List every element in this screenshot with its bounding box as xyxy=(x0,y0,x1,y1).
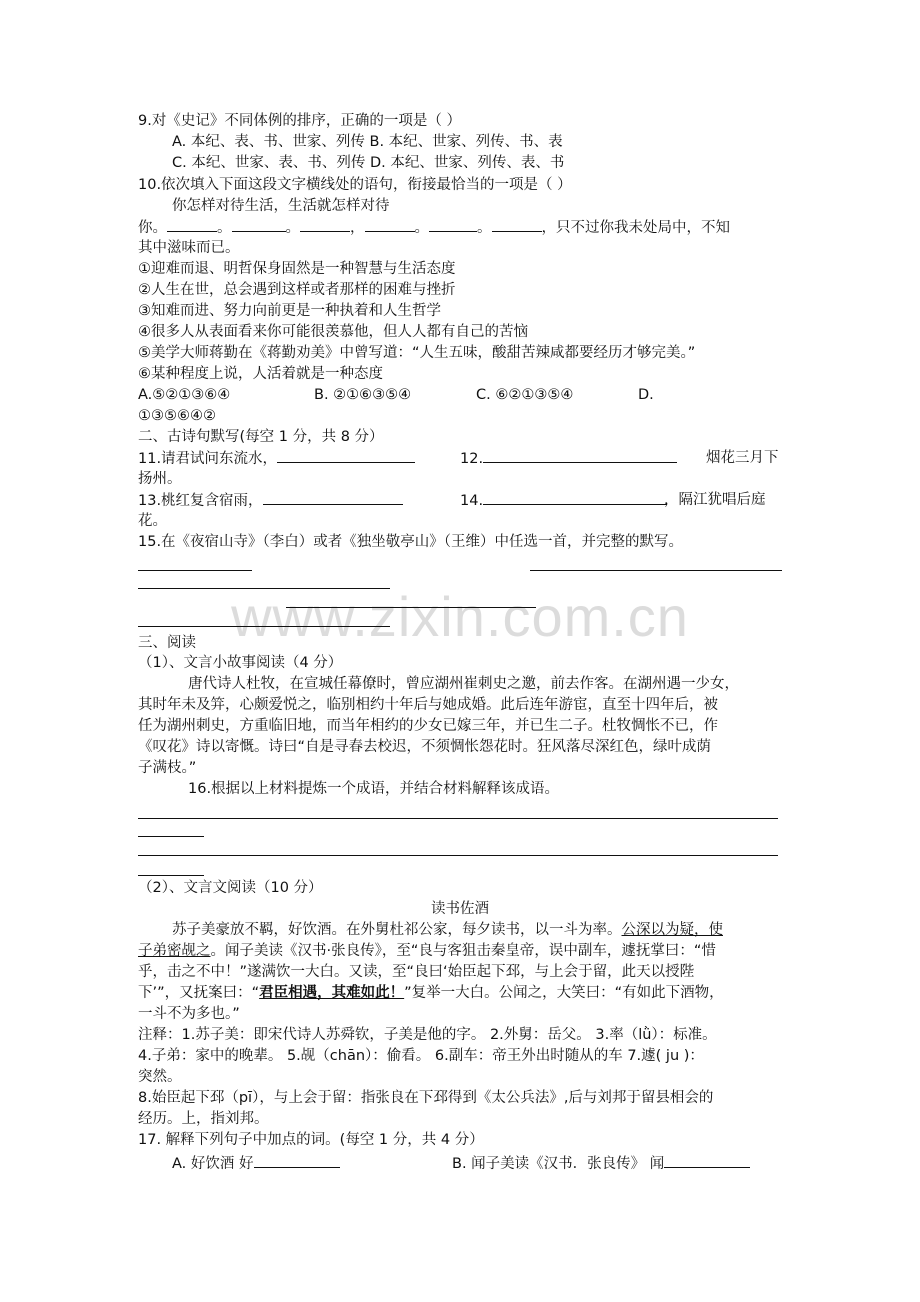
q12-tail: 烟花三月下 xyxy=(706,450,779,466)
q10-stem: 10.依次填入下面这段文字横线处的语句，衔接最恰当的一项是（ ） xyxy=(138,177,572,193)
section-2-heading: 二、古诗句默写(每空 1 分，共 8 分） xyxy=(138,429,384,445)
note-line-2: 4.子弟：家中的晚辈。 5.觇（chān）：偷看。 6.副车：帝王外出时随从的车 7.遽( ju )： xyxy=(138,1048,704,1064)
passage-line-4 xyxy=(138,983,724,1004)
q10-option-b: B. ②①⑥③⑤④ xyxy=(314,387,412,403)
q10-option-d-value: ①③⑤⑥④② xyxy=(138,408,216,424)
story-line-5: 子满枝。” xyxy=(138,760,197,776)
q17-b-blank[interactable] xyxy=(664,1153,750,1168)
q10-option-a: A.⑤②①③⑥④ xyxy=(138,387,231,403)
q14 xyxy=(460,490,667,512)
passage-line-1-text: 苏子美豪放不羁，好饮酒。在外舅杜祁公家，每夕读书，以一斗为率。 xyxy=(172,922,622,938)
q10-line-end: ，只不过你我未处局中，不知 xyxy=(541,220,730,236)
q17-a-text: A. 好饮酒 好 xyxy=(172,1156,254,1172)
story-line-2: 其时年未及笄，心颇爱悦之，临别相约十年后与她成婚。此后连年游宦，直至十四年后，被 xyxy=(138,697,718,713)
story-line-1: 唐代诗人杜牧，在宣城任幕僚时，曾应湖州崔刺史之邀，前去作客。在湖州遇一少女， xyxy=(188,676,739,692)
watermark: www.zixin.com.cn xyxy=(231,585,689,648)
passage-title: 读书佐酒 xyxy=(431,901,489,917)
section-3-sub-2: （2）、文言文阅读（10 分） xyxy=(138,880,323,896)
q10-blank-5[interactable] xyxy=(429,217,477,232)
q10-blank-4[interactable] xyxy=(365,217,415,232)
q10-item-5: ⑤美学大师蒋勤在《蒋勤劝美》中曾写道：“人生五味，酸甜苦辣咸都要经历才够完美。” xyxy=(138,345,696,361)
q11-text: 11.请君试问东流水， xyxy=(138,451,278,467)
q10-line2: 其中滋味而已。 xyxy=(138,240,240,256)
q9-stem: 9.对《史记》不同体例的排序，正确的一项是（ ） xyxy=(138,113,461,129)
story-line-3: 任为湖州刺史，方重临旧地，而当年相约的少女已嫁三年，并已生二子。杜牧惆怅不已，作 xyxy=(138,718,718,734)
q10-blank-3[interactable] xyxy=(300,217,350,232)
q10-line-start: 你。 xyxy=(138,220,167,236)
passage-line-1 xyxy=(172,920,723,941)
q10-blank-2[interactable] xyxy=(232,217,286,232)
q10-item-1: ①迎难而退、明哲保身固然是一种智慧与生活态度 xyxy=(138,261,456,277)
q10-option-d-label: D. xyxy=(638,387,654,403)
q13 xyxy=(138,490,403,512)
q11-blank[interactable] xyxy=(277,448,415,463)
q10-item-4: ④很多人从表面看来你可能很羡慕他，但人人都有自己的苦恼 xyxy=(138,324,528,340)
q12 xyxy=(460,448,677,470)
passage-line-2 xyxy=(138,941,716,962)
q9-options-ab: A. 本纪、表、书、世家、列传 B. 本纪、世家、列传、书、表 xyxy=(172,134,563,150)
q13-blank[interactable] xyxy=(263,490,403,505)
passage-line-2-text: 。闻子美读《汉书·张良传》，至“良与客狙击秦皇帝，误中副车，遽抚掌曰：“惜 xyxy=(210,943,716,959)
passage-line-3: 乎，击之不中！”遂满饮一大白。又读，至“良曰‘始臣起下邳，与上会于留，此天以授陛 xyxy=(138,964,695,980)
note-line-4: 8.始臣起下邳（pī），与上会于留：指张良在下邳得到《太公兵法》,后与刘邦于留县相会的 xyxy=(138,1090,714,1106)
q16-answer-line-3[interactable] xyxy=(138,855,778,856)
q12-blank[interactable] xyxy=(483,448,677,463)
q15-answer-line-1[interactable] xyxy=(138,570,252,571)
q14-wrap: 花。 xyxy=(138,513,167,529)
passage-line-4-start: 下’”，又抚案曰：“ xyxy=(138,985,260,1001)
q15-answer-line-3[interactable] xyxy=(138,588,390,589)
q10-item-6: ⑥某种程度上说，人活着就是一种态度 xyxy=(138,366,383,382)
q17-stem: 17. 解释下列句子中加点的词。(每空 1 分，共 4 分） xyxy=(138,1132,484,1148)
q10-item-2: ②人生在世，总会遇到这样或者那样的困难与挫折 xyxy=(138,282,456,298)
q14-blank[interactable] xyxy=(483,490,667,505)
passage-line-4-end: ”复举一大白。公闻之，大笑曰：“有如此下酒物， xyxy=(404,985,724,1001)
q10-intro: 你怎样对待生活，生活就怎样对待 xyxy=(172,198,390,214)
q15-answer-line-5[interactable] xyxy=(138,626,390,627)
q15-answer-line-4[interactable] xyxy=(286,607,536,608)
q10-blank-line: 你。 。 。 ， 。 。 ，只不过你我未处局中，不知 xyxy=(138,217,730,239)
q10-option-c: C. ⑥②①③⑤④ xyxy=(476,387,574,403)
q13-text: 13.桃红复含宿雨， xyxy=(138,493,263,509)
q17-a-blank[interactable] xyxy=(254,1153,340,1168)
passage-underlined-1: 公深以为疑，使 xyxy=(621,922,723,938)
q17-a xyxy=(172,1153,340,1175)
note-line-5: 经历。上，指刘邦。 xyxy=(138,1111,269,1127)
note-line-1: 注释：1.苏子美：即宋代诗人苏舜钦，子美是他的字。 2.外舅：岳父。 3.率（lǜ）：标准。 xyxy=(138,1027,717,1043)
section-3-sub-1: （1）、文言小故事阅读（4 分） xyxy=(138,655,343,671)
q12-wrap: 扬州。 xyxy=(138,471,182,487)
q15: 15.在《夜宿山寺》（李白）或者《独坐敬亭山》（王维）中任选一首，并完整的默写。 xyxy=(138,534,684,550)
q16-answer-line-1[interactable] xyxy=(138,818,778,819)
q16-answer-line-2[interactable] xyxy=(138,836,204,837)
q10-item-3: ③知难而进、努力向前更是一种执着和人生哲学 xyxy=(138,303,441,319)
q12-number: 12. xyxy=(460,451,484,467)
passage-line-5: 一斗不为多也。” xyxy=(138,1006,240,1022)
q15-answer-line-2[interactable] xyxy=(530,570,782,571)
section-3-heading: 三、阅读 xyxy=(138,635,196,651)
passage-underlined-3: 君臣相遇，其难如此！ xyxy=(259,985,405,1001)
story-line-4: 《叹花》诗以寄慨。诗曰“自是寻春去校迟，不须惆怅怨花时。狂风落尽深红色，绿叶成荫 xyxy=(138,739,712,755)
q16-answer-line-4[interactable] xyxy=(138,875,204,876)
q10-blank-1[interactable] xyxy=(167,217,217,232)
q17-b xyxy=(452,1153,750,1175)
q10-blank-6[interactable] xyxy=(492,217,542,232)
q9-options-cd: C. 本纪、世家、表、书、列传 D. 本纪、世家、列传、表、书 xyxy=(172,155,565,171)
q14-tail: ，隔江犹唱后庭 xyxy=(664,492,766,508)
q11 xyxy=(138,448,415,470)
q14-number: 14. xyxy=(460,493,484,509)
passage-underlined-2: 子弟密觇之 xyxy=(138,943,211,959)
q17-b-text: B. 闻子美读《汉书．张良传》 闻 xyxy=(452,1156,665,1172)
q16: 16.根据以上材料提炼一个成语，并结合材料解释该成语。 xyxy=(188,781,560,797)
note-line-3: 突然。 xyxy=(138,1069,182,1085)
